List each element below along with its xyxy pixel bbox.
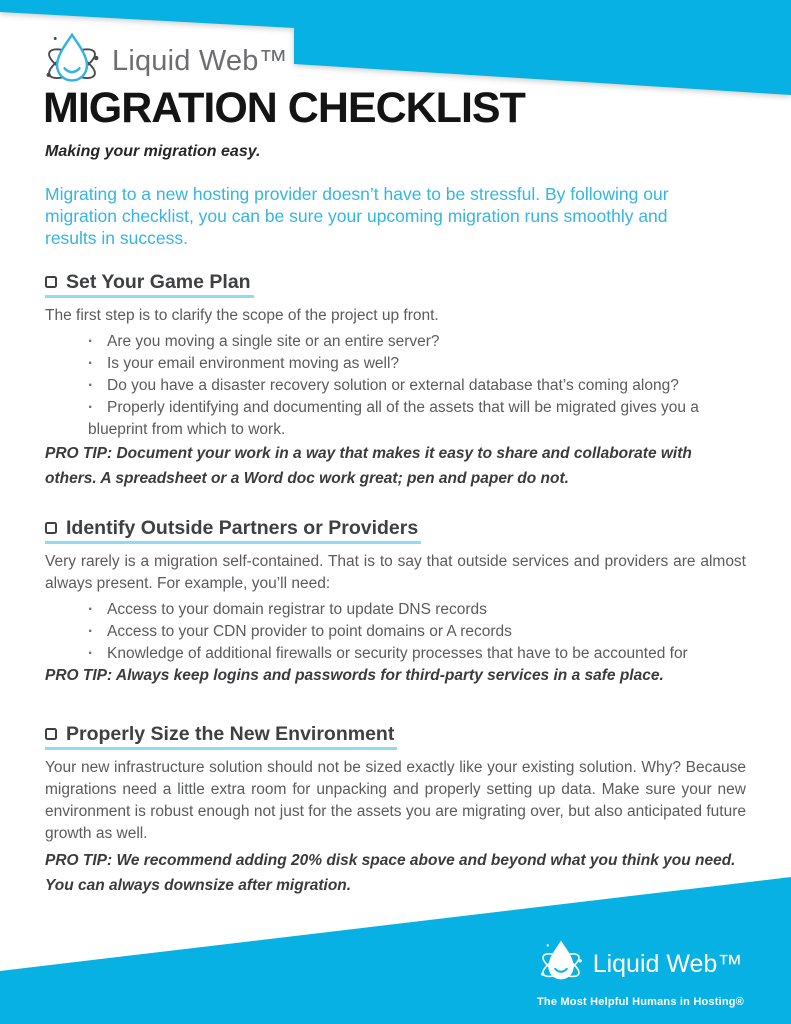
section-heading-label: Identify Outside Partners or Providers xyxy=(66,517,419,539)
section-body: Your new infrastructure solution should not be sized exactly like your existing solution. Why? Because migrations need a little extra room for unpacking and properly setting up data. Make sure your new environment is robust enough not just for the assets you are migrating over, but also anticipated future growth as well. xyxy=(45,759,746,842)
section-heading xyxy=(45,517,421,544)
checkbox-icon xyxy=(45,276,57,288)
footer-tagline: The Most Helpful Humans in Hosting® xyxy=(537,996,744,1008)
section-body: The first step is to clarify the scope of the project up front. xyxy=(45,307,439,324)
liquid-web-drop-atom-icon xyxy=(539,937,583,991)
pro-tip: PRO TIP: Always keep logins and passwords for third-party services in a safe place. xyxy=(45,667,664,684)
bullet-list xyxy=(88,599,746,665)
bullet-item: · Are you moving a single site or an entire server? xyxy=(88,331,746,353)
bullet-list xyxy=(88,331,746,441)
footer-logo-text: Liquid Web™ xyxy=(592,949,743,978)
footer-logo-row xyxy=(537,937,744,991)
bullet-item: · Properly identifying and documenting all of the assets that will be migrated gives you a blueprint from which to work. xyxy=(88,397,746,441)
footer-logo xyxy=(537,937,744,1008)
header-logo-text: Liquid Web™ xyxy=(112,45,288,77)
section-heading xyxy=(45,271,254,298)
section-identify-outside-partners xyxy=(45,517,746,665)
bullet-item: · Access to your CDN provider to point domains or A records xyxy=(88,621,746,643)
section-body: Very rarely is a migration self-contained. That is to say that outside services and providers are almost always present. For example, you’ll need: xyxy=(45,553,746,592)
checkbox-icon xyxy=(45,522,57,534)
section-set-your-game-plan xyxy=(45,271,746,441)
pro-tip: PRO TIP: We recommend adding 20% disk space above and beyond what you think you need. You can always downsize after migration. xyxy=(45,852,736,894)
bullet-item: · Knowledge of additional firewalls or security processes that have to be accounted for xyxy=(88,643,746,665)
section-heading xyxy=(45,723,397,750)
bullet-item: · Do you have a disaster recovery solution or external database that’s coming along? xyxy=(88,375,746,397)
page-subtitle: Making your migration easy. xyxy=(45,143,261,160)
pro-tip: PRO TIP: Document your work in a way that makes it easy to share and collaborate with others. A spreadsheet or a Word doc work great; pen and paper do not. xyxy=(45,445,692,487)
section-heading-label: Set Your Game Plan xyxy=(66,271,251,293)
section-heading-label: Properly Size the New Environment xyxy=(66,723,395,745)
intro-paragraph: Migrating to a new hosting provider doesn’t have to be stressful. By following our migration checklist, you can be sure your upcoming migration runs smoothly and results in success. xyxy=(45,184,669,248)
section-properly-size-environment xyxy=(45,723,746,845)
bullet-item: · Access to your domain registrar to update DNS records xyxy=(88,599,746,621)
checkbox-icon xyxy=(45,728,57,740)
bullet-item: · Is your email environment moving as well? xyxy=(88,353,746,375)
page-title: MIGRATION CHECKLIST xyxy=(43,84,525,132)
